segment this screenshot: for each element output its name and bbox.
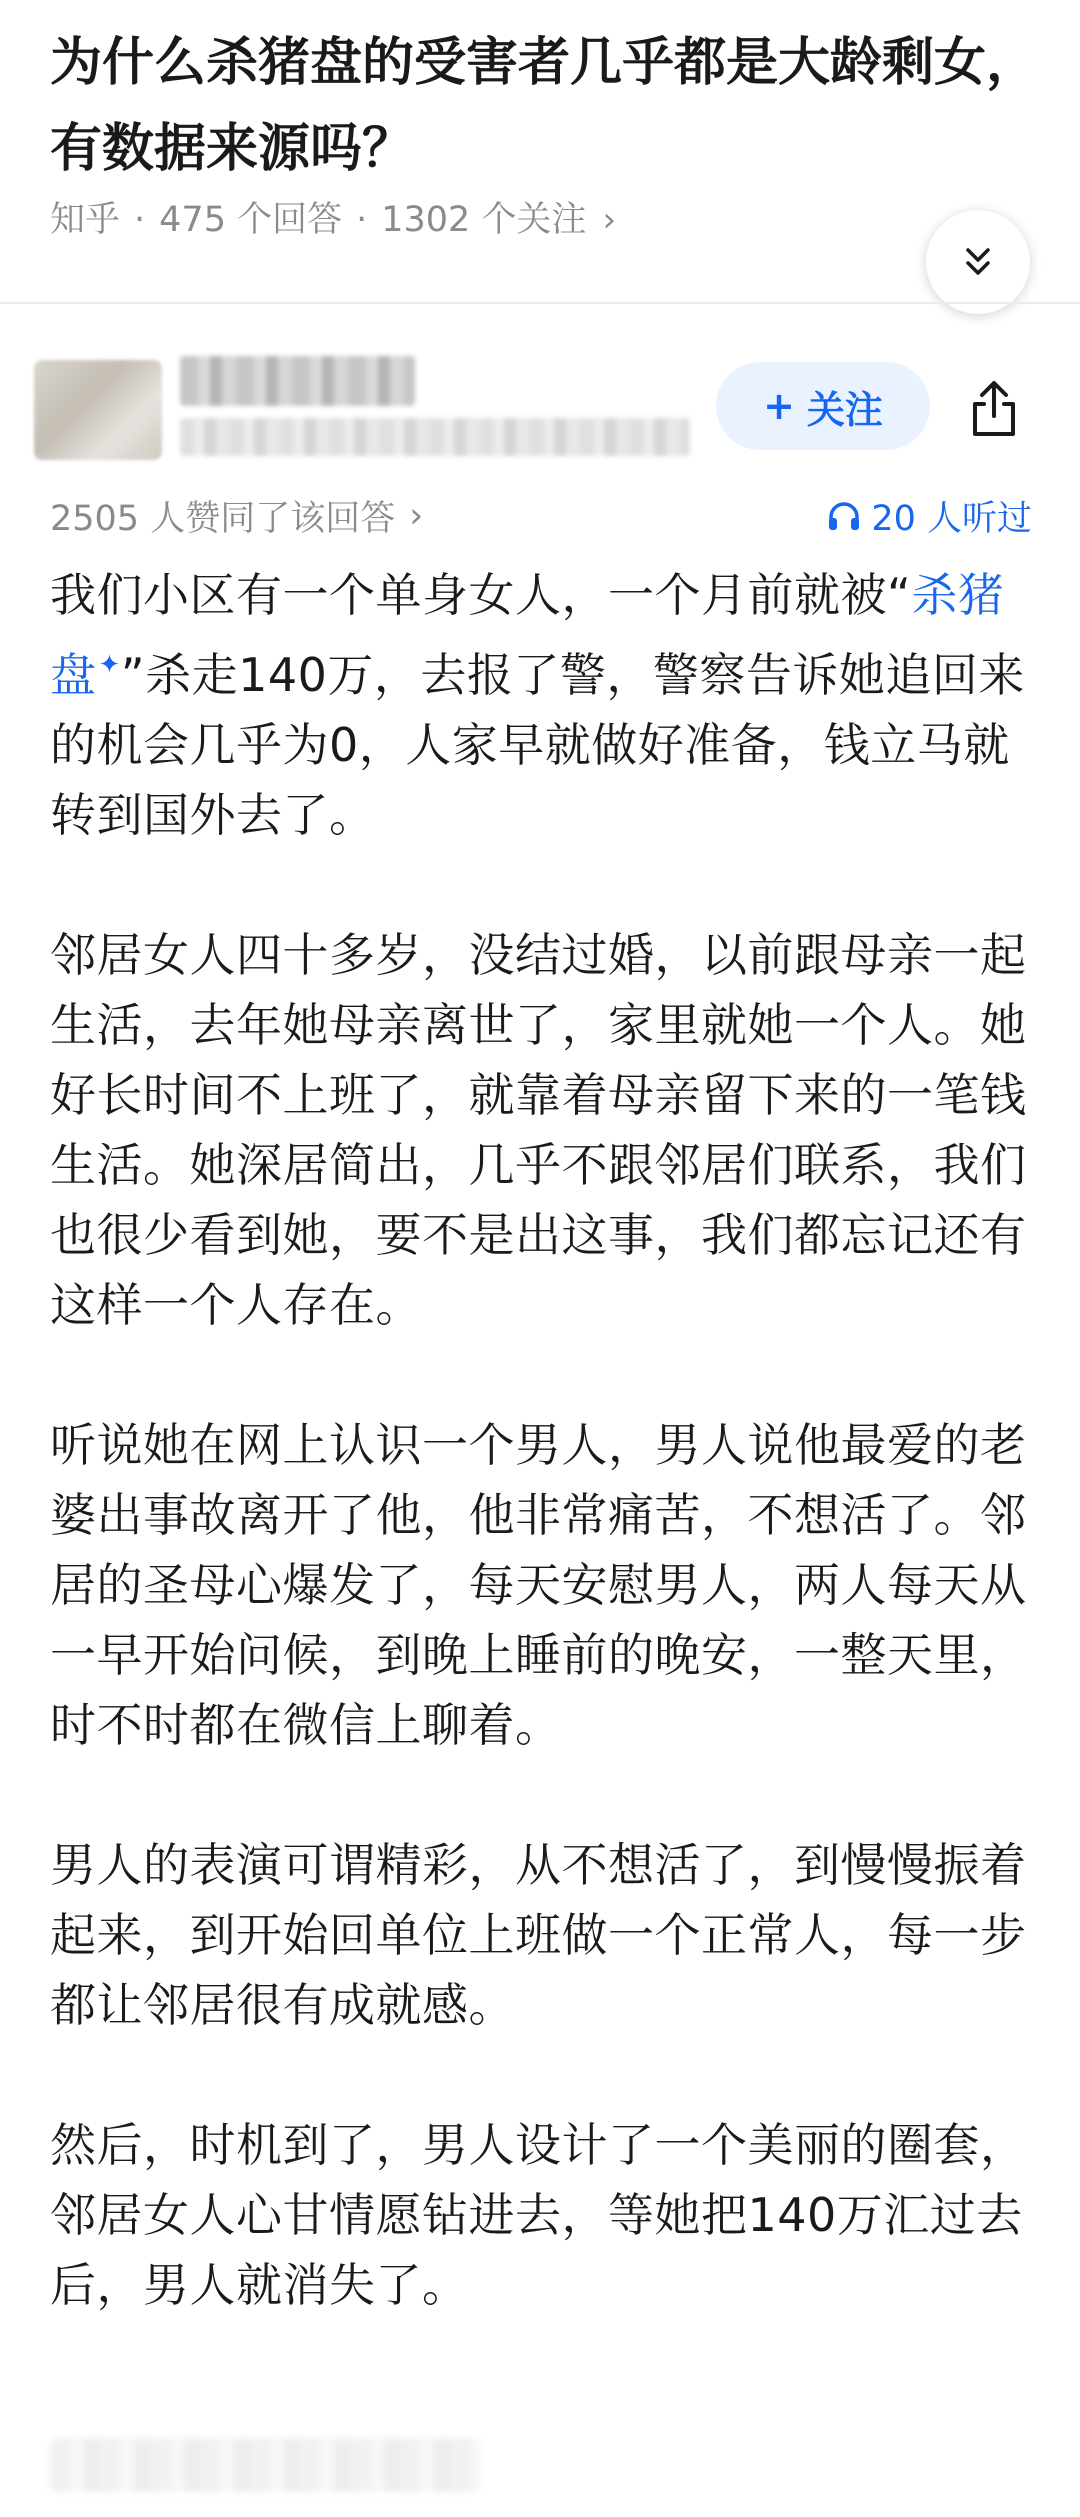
paragraph	[50, 560, 1035, 850]
share-button[interactable]	[962, 374, 1026, 444]
vote-count[interactable]	[50, 491, 423, 541]
plus-icon: +	[763, 384, 795, 428]
meta-separator: ·	[134, 200, 146, 240]
chevron-right-icon: ›	[602, 200, 617, 240]
vote-count-label: 2505 人赞同了该回答	[50, 499, 396, 539]
header-divider	[0, 302, 1080, 304]
question-header	[0, 0, 1080, 300]
question-title[interactable]: 为什么杀猪盘的受害者几乎都是大龄剩女，有数据来源吗？	[50, 33, 1039, 179]
author-name-blurred[interactable]	[180, 356, 415, 406]
follower-count: 1302 个关注	[381, 200, 587, 240]
blurred-text	[50, 2438, 480, 2492]
listen-button[interactable]	[827, 491, 1032, 541]
author-row	[0, 330, 1080, 480]
paragraph: 男人的表演可谓精彩，从不想活了，到慢慢振着起来，到开始回单位上班做一个正常人，每一步都让邻居很有成就感。	[50, 1838, 1027, 2032]
follow-label: 关注	[806, 387, 883, 432]
avatar[interactable]	[34, 360, 162, 460]
sparkle-icon: ✦	[98, 650, 121, 680]
share-icon	[966, 378, 1022, 440]
paragraph: 然后，时机到了，男人设计了一个美丽的圈套，邻居女人心甘情愿钻进去，等她把140万汇过去后，男人就消失了。	[50, 2118, 1027, 2312]
source-label: 知乎	[50, 200, 121, 240]
follow-button[interactable]	[716, 362, 930, 450]
paragraph-text: 我们小区有一个单身女人，一个月前就被“	[50, 568, 912, 622]
collapse-button[interactable]	[926, 210, 1030, 314]
keyword-link-label: 杀猪盘	[50, 568, 1005, 702]
answer-content	[50, 560, 1035, 2390]
double-chevron-down-icon	[958, 242, 998, 282]
question-meta[interactable]	[50, 190, 616, 250]
listen-count: 20 人听过	[871, 499, 1032, 539]
answer-stats-row	[50, 486, 1032, 546]
headphones-icon	[827, 500, 861, 532]
paragraph-text: ”杀走140万，去报了警，警察告诉她追回来的机会几乎为0，人家早就做好准备，钱立马就转到国外去了。	[50, 648, 1025, 842]
paragraph: 听说她在网上认识一个男人，男人说他最爱的老婆出事故离开了他，他非常痛苦，不想活了。邻居的圣母心爆发了，每天安慰男人，两人每天从一早开始问候，到晚上睡前的晚安，一整天里，时不时都在微信上聊着。	[50, 1418, 1027, 1752]
chevron-right-icon: ›	[409, 496, 424, 536]
author-bio-blurred	[180, 418, 690, 456]
meta-separator: ·	[356, 200, 368, 240]
answer-count: 475 个回答	[159, 200, 343, 240]
paragraph: 邻居女人四十多岁，没结过婚，以前跟母亲一起生活，去年她母亲离世了，家里就她一个人。她好长时间不上班了，就靠着母亲留下来的一笔钱生活。她深居简出，几乎不跟邻居们联系，我们也很少看到她，要不是出这事，我们都忘记还有这样一个人存在。	[50, 928, 1027, 1332]
